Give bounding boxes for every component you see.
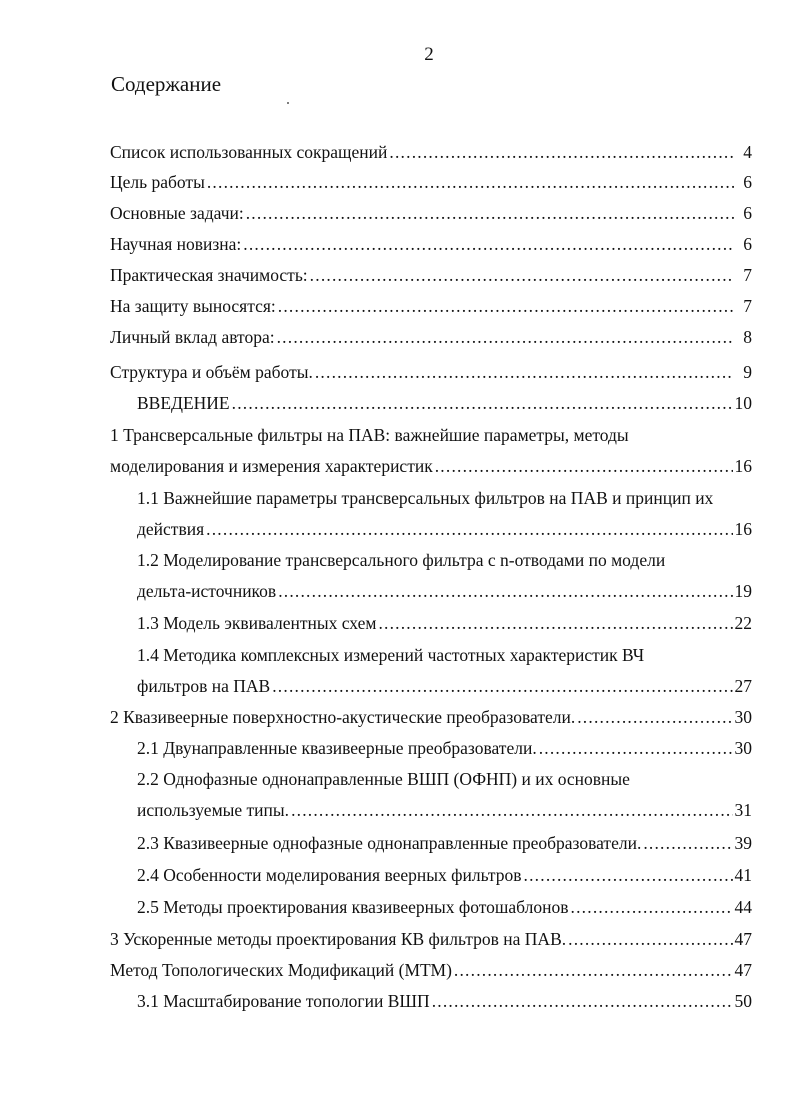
toc-entry-label-line1: 1.1 Важнейшие параметры трансверсальных фильтров на ПАВ и принцип их: [137, 488, 714, 508]
toc-entry-page: 30: [734, 738, 752, 758]
toc-entry-page: 41: [734, 865, 752, 885]
toc-entry[interactable]: [137, 799, 752, 821]
toc-dot-leader: [291, 799, 732, 821]
toc-entry[interactable]: [110, 959, 752, 981]
toc-dot-leader: [243, 233, 734, 255]
toc-entry-label: Цель работы: [110, 172, 205, 192]
toc-dot-leader: [643, 832, 732, 854]
toc-dot-leader: [432, 990, 733, 1012]
toc-entry-label: моделирования и измерения характеристик: [110, 456, 433, 476]
toc-entry[interactable]: [110, 326, 752, 348]
toc-entry-page: 7: [743, 296, 752, 316]
toc-entry-page: 50: [734, 991, 752, 1011]
toc-dot-leader: [389, 141, 734, 163]
toc-entry-label: 2 Квазивеерные поверхностно-акустические преобразователи.: [110, 707, 576, 727]
page-number: 2: [424, 44, 434, 65]
toc-dot-leader: [278, 295, 734, 317]
toc-entry-label: Структура и объём работы.: [110, 362, 313, 382]
toc-entry-page: 31: [734, 800, 752, 820]
toc-dot-leader: [571, 896, 733, 918]
toc-dot-leader: [206, 518, 732, 540]
toc-dot-leader: [454, 959, 733, 981]
scan-speck: [287, 102, 289, 104]
toc-entry[interactable]: [110, 233, 752, 255]
toc-entry[interactable]: [137, 392, 752, 414]
toc-entry-page: 27: [734, 676, 752, 696]
toc-entry[interactable]: [137, 612, 752, 634]
toc-entry-label: 2.3 Квазивеерные однофазные однонаправленные преобразователи.: [137, 833, 642, 853]
toc-entry[interactable]: [110, 202, 752, 224]
toc-entry-page: 8: [743, 327, 752, 347]
toc-dot-leader: [310, 264, 734, 286]
toc-dot-leader: [539, 737, 733, 759]
toc-entry[interactable]: [137, 737, 752, 759]
toc-entry[interactable]: [137, 896, 752, 918]
toc-entry[interactable]: [110, 141, 752, 163]
toc-entry-label-line1: 1 Трансверсальные фильтры на ПАВ: важнейшие параметры, методы: [110, 425, 629, 445]
toc-entry-page: 22: [734, 613, 752, 633]
toc-dot-leader: [524, 864, 733, 886]
toc-entry-label: 3.1 Масштабирование топологии ВШП: [137, 991, 430, 1011]
toc-dot-leader: [378, 612, 732, 634]
toc-entry-page: 19: [734, 581, 752, 601]
toc-entry-label-line1: 1.4 Методика комплексных измерений частотных характеристик ВЧ: [137, 645, 645, 665]
toc-entry-page: 39: [734, 833, 752, 853]
toc-entry[interactable]: [110, 928, 752, 950]
toc-entry-label: фильтров на ПАВ: [137, 676, 271, 696]
toc-entry-label: дельта-источников: [137, 581, 277, 601]
toc-entry-page: 6: [743, 234, 752, 254]
toc-entry[interactable]: [110, 455, 752, 477]
toc-entry-label: Практическая значимость:: [110, 265, 308, 285]
toc-entry[interactable]: [110, 295, 752, 317]
toc-entry-label-line1: 2.2 Однофазные однонаправленные ВШП (ОФНП) и их основные: [137, 769, 630, 789]
toc-entry-page: 6: [743, 203, 752, 223]
toc-entry[interactable]: [137, 518, 752, 540]
toc-entry-label: Основные задачи:: [110, 203, 244, 223]
toc-entry-page: 9: [743, 362, 752, 382]
toc-entry-label: 2.1 Двунаправленные квазивеерные преобразователи.: [137, 738, 537, 758]
toc-entry-page: 47: [734, 960, 752, 980]
toc-entry[interactable]: [137, 832, 752, 854]
toc-entry[interactable]: [137, 990, 752, 1012]
toc-dot-leader: [232, 392, 733, 414]
toc-entry-label: используемые типы.: [137, 800, 290, 820]
toc-dot-leader: [272, 675, 732, 697]
toc-entry[interactable]: [110, 171, 752, 193]
toc-dot-leader: [278, 580, 732, 602]
toc-entry-label: 3 Ускоренные методы проектирования КВ фильтров на ПАВ.: [110, 929, 567, 949]
page-title: Содержание: [111, 72, 222, 96]
toc-entry-label: На защиту выносятся:: [110, 296, 276, 316]
toc-entry-label: действия: [137, 519, 205, 539]
toc-entry-label: ВВЕДЕНИЕ: [137, 393, 230, 413]
toc-dot-leader: [207, 171, 734, 193]
toc-entry-page: 16: [734, 456, 752, 476]
toc-entry-label: Список использованных сокращений: [110, 142, 388, 162]
toc-entry[interactable]: [137, 864, 752, 886]
toc-entry-page: 44: [734, 897, 752, 917]
toc-entry-page: 47: [734, 929, 752, 949]
toc-entry[interactable]: [110, 361, 752, 383]
toc-dot-leader: [568, 928, 732, 950]
toc-entry[interactable]: [137, 675, 752, 697]
toc-entry-label-line1: 1.2 Моделирование трансверсального фильтра с n-отводами по модели: [137, 550, 666, 570]
toc-entry-page: 6: [743, 172, 752, 192]
toc-entry-page: 30: [734, 707, 752, 727]
toc-dot-leader: [315, 361, 734, 383]
toc-dot-leader: [577, 706, 732, 728]
toc-entry[interactable]: [110, 264, 752, 286]
toc-entry[interactable]: [110, 706, 752, 728]
toc-entry-label: Научная новизна:: [110, 234, 242, 254]
toc-entry-page: 7: [743, 265, 752, 285]
toc-entry-page: 4: [743, 142, 752, 162]
toc-dot-leader: [246, 202, 734, 224]
toc-dot-leader: [277, 326, 734, 348]
toc-entry-page: 10: [734, 393, 752, 413]
toc-entry-label: 1.3 Модель эквивалентных схем: [137, 613, 377, 633]
toc-entry-label: Метод Топологических Модификаций (МТМ): [110, 960, 452, 980]
toc-entry-label: Личный вклад автора:: [110, 327, 275, 347]
toc-entry-label: 2.4 Особенности моделирования веерных фильтров: [137, 865, 522, 885]
toc-entry-page: 16: [734, 519, 752, 539]
toc-entry[interactable]: [137, 580, 752, 602]
toc-dot-leader: [435, 455, 733, 477]
toc-entry-label: 2.5 Методы проектирования квазивеерных фотошаблонов: [137, 897, 569, 917]
